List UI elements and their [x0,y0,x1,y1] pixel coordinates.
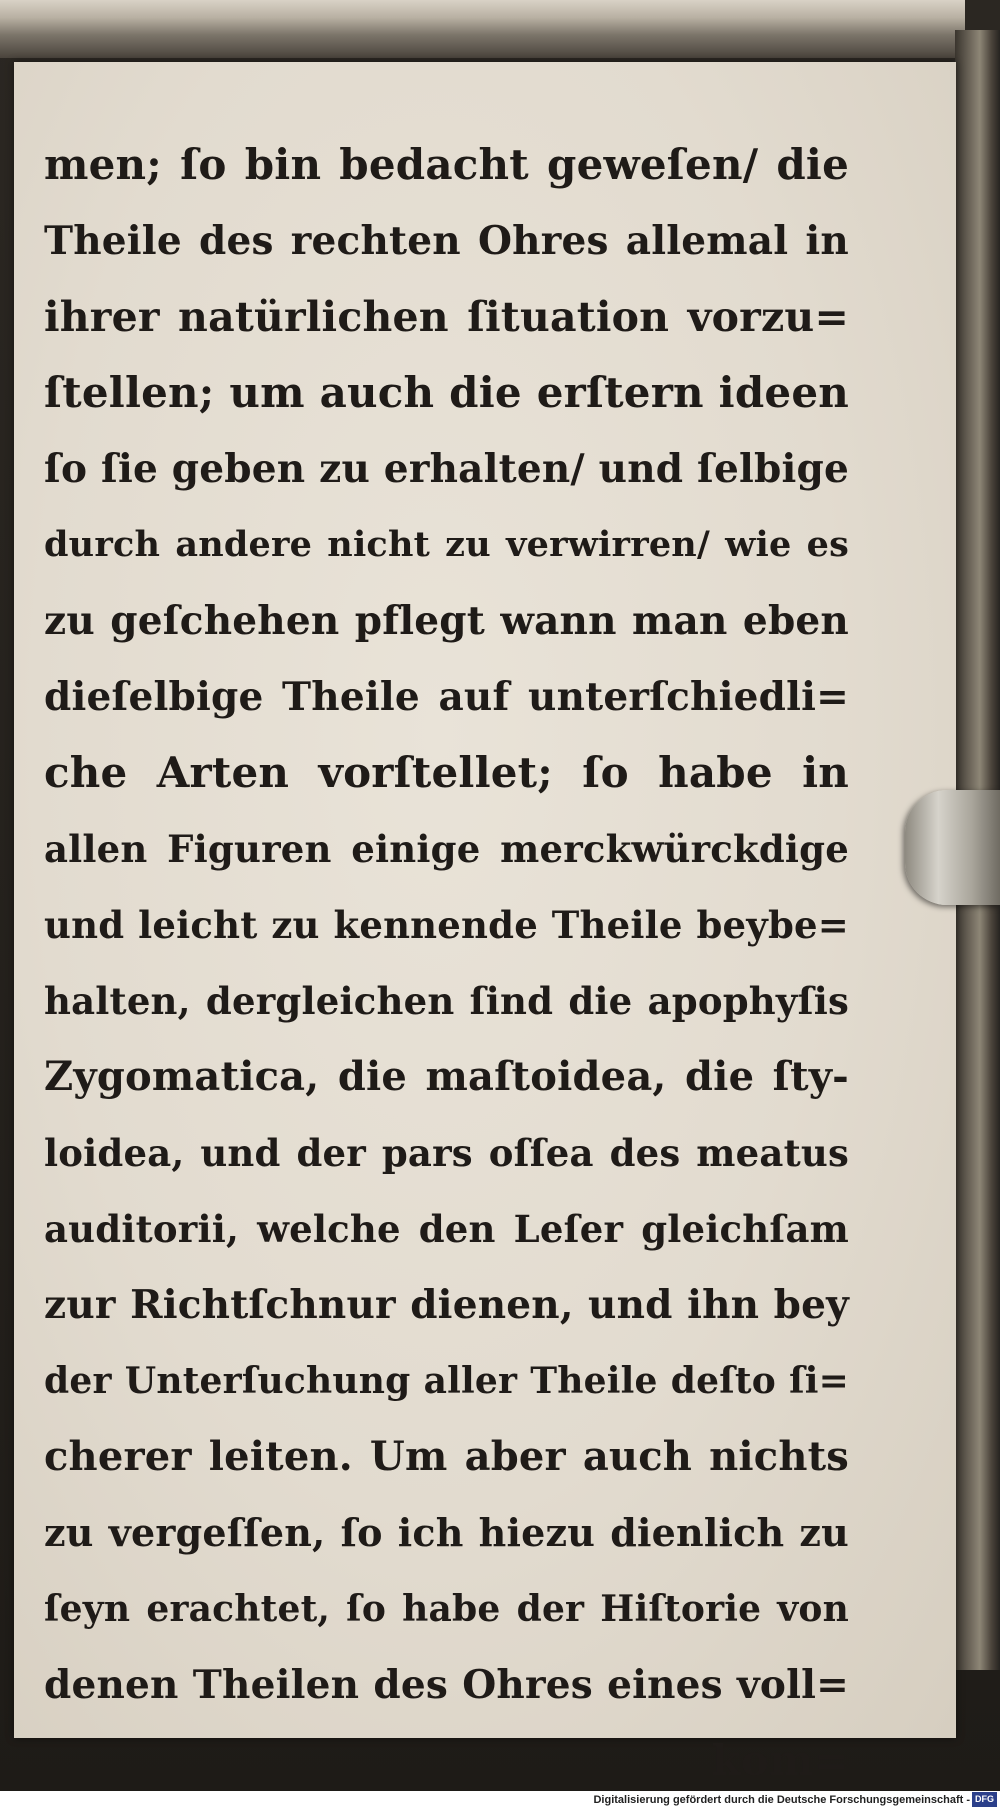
text-line: denen Theilen des Ohres eines voll= [44,1662,849,1708]
dfg-logo: DFG [972,1792,997,1807]
attribution-bar [0,1791,1000,1809]
book-clasp [905,790,1000,905]
text-line: und leicht zu kennende Theile beybe= [44,903,849,947]
text-line: ihrer natürlichen ſituation vorzu= [44,293,849,341]
funding-credit: Digitalisierung gefördert durch die Deutsche Forschungsgemeinschaft - [593,1794,970,1806]
text-line: ſtellen; um auch die erſtern ideen [44,368,849,417]
text-line: dieſelbige Theile auf unterſchiedli= [44,674,849,720]
text-line: Zygomatica, die maſtoidea, die ſty- [44,1053,849,1100]
text-line: zur Richtſchnur dienen, und ihn bey [44,1282,849,1328]
text-line: halten, dergleichen ſind die apophyſis [44,979,849,1023]
text-line: loidea, und der pars oſſea des meatus [44,1131,849,1175]
text-line: ſo ſie geben zu erhalten/ und ſelbige [44,446,849,492]
text-line: che Arten vorſtellet; ſo habe in [44,748,849,797]
text-line: der Unterſuchung aller Theile deſto ſi= [44,1360,849,1402]
text-line: zu vergeſſen, ſo ich hiezu dienlich zu [44,1510,849,1555]
text-line: durch andere nicht zu verwirren/ wie es [44,524,849,565]
text-line: zu geſchehen pflegt wann man eben [44,598,849,644]
text-line: allen Figuren einige merckwürckdige [44,827,849,871]
text-line: auditorii, welche den Leſer gleichſam [44,1207,849,1251]
catchword: kom= [711,1736,849,1785]
book-top-edge [0,0,965,58]
text-line: Theile des rechten Ohres allemal in [44,218,849,264]
text-line: cherer leiten. Um aber auch nichts [44,1433,849,1480]
text-line: ſeyn erachtet, ſo habe der Hiſtorie von [44,1588,849,1630]
book-page [14,62,956,1785]
text-line: men; ſo bin bedacht geweſen/ die [44,140,849,189]
page-text [44,127,849,1799]
